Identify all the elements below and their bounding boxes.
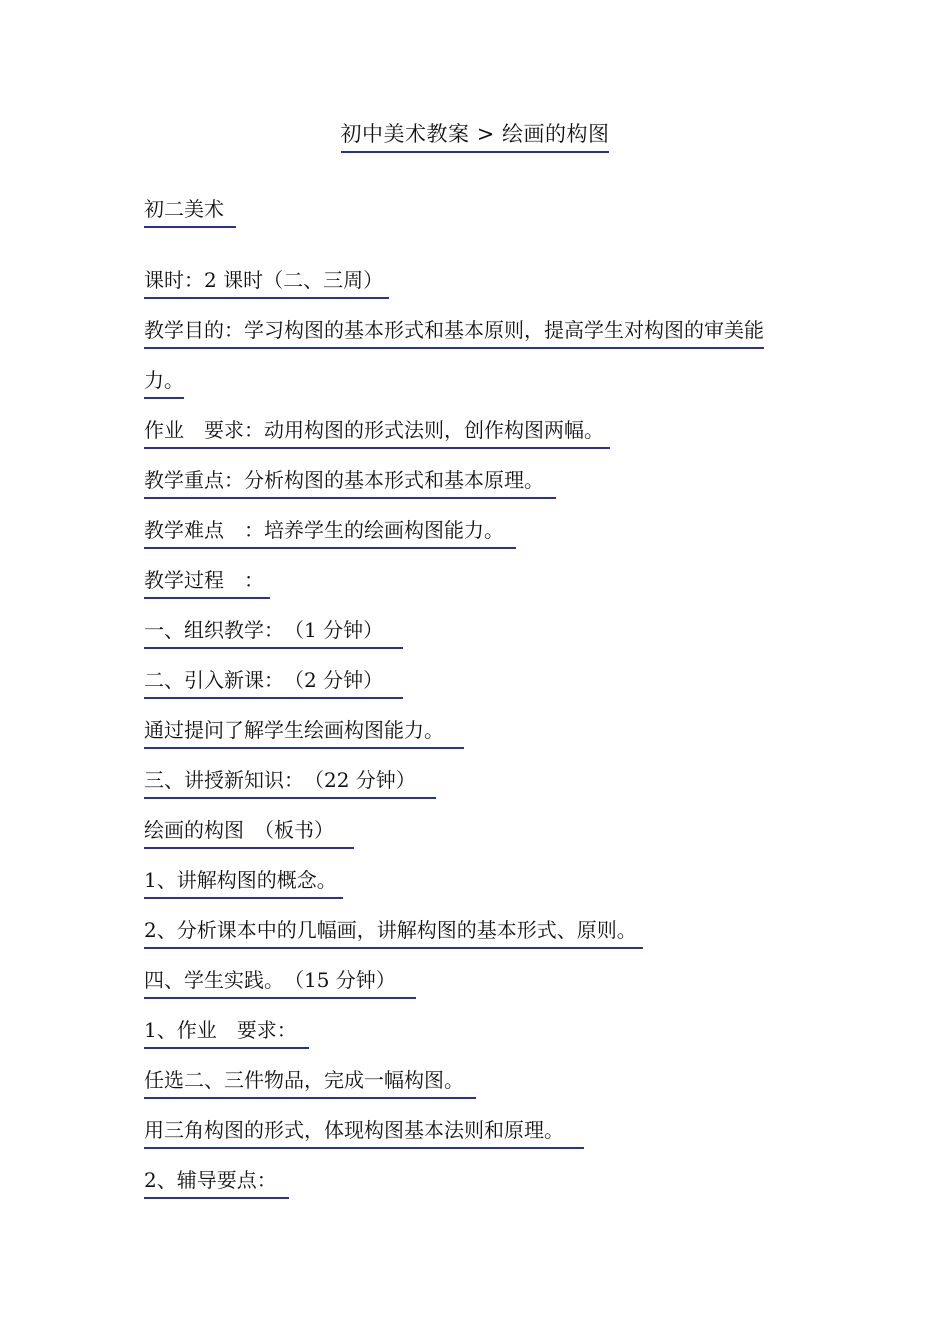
text-line [144, 566, 270, 599]
text-line [144, 1066, 476, 1099]
text-line [144, 716, 464, 749]
teaching-objective-continued: 力。 [144, 366, 184, 399]
text-line [144, 666, 403, 699]
knowledge-point-2: 2、分析课本中的几幅画，讲解构图的基本形式、原则。 [144, 916, 643, 949]
text-line [144, 616, 403, 649]
practice-requirement-2: 用三角构图的形式，体现构图基本法则和原理。 [144, 1116, 584, 1149]
subject-label: 初二美术 [144, 195, 236, 228]
text-line [144, 195, 236, 228]
teaching-difficulty: 教学难点 ：培养学生的绘画构图能力。 [144, 516, 516, 549]
text-line [144, 866, 343, 899]
text-line [144, 416, 610, 449]
text-line [144, 1116, 584, 1149]
class-hours: 课时：2 课时（二、三周） [144, 266, 389, 299]
blackboard-title: 绘画的构图 （板书） [144, 816, 354, 849]
text-line [144, 966, 416, 999]
introduce-detail: 通过提问了解学生绘画构图能力。 [144, 716, 464, 749]
step-new-knowledge: 三、讲授新知识： （22 分钟） [144, 766, 436, 799]
teaching-focus: 教学重点：分析构图的基本形式和基本原理。 [144, 466, 556, 499]
teaching-objective: 教学目的：学习构图的基本形式和基本原则，提高学生对构图的审美能 [144, 316, 764, 349]
title-wrap [0, 120, 950, 153]
homework-requirement: 作业 要求：动用构图的形式法则，创作构图两幅。 [144, 416, 610, 449]
text-line [144, 916, 643, 949]
text-line [144, 466, 556, 499]
text-line [144, 266, 389, 299]
document-title: 初中美术教案 > 绘画的构图 [341, 120, 610, 153]
text-line [144, 766, 436, 799]
practice-requirement-1: 任选二、三件物品，完成一幅构图。 [144, 1066, 476, 1099]
text-line [144, 316, 764, 349]
step-student-practice: 四、学生实践。 （15 分钟） [144, 966, 416, 999]
text-line [144, 816, 354, 849]
practice-requirement-heading: 1、作业 要求： [144, 1016, 309, 1049]
text-line [144, 1016, 309, 1049]
text-line [144, 366, 184, 399]
teaching-process-heading: 教学过程 ： [144, 566, 270, 599]
step-introduce-lesson: 二、引入新课： （2 分钟） [144, 666, 403, 699]
text-line [144, 516, 516, 549]
text-line [144, 1166, 289, 1199]
knowledge-point-1: 1、讲解构图的概念。 [144, 866, 343, 899]
guidance-points-heading: 2、辅导要点： [144, 1166, 289, 1199]
step-organize-teaching: 一、组织教学： （1 分钟） [144, 616, 403, 649]
